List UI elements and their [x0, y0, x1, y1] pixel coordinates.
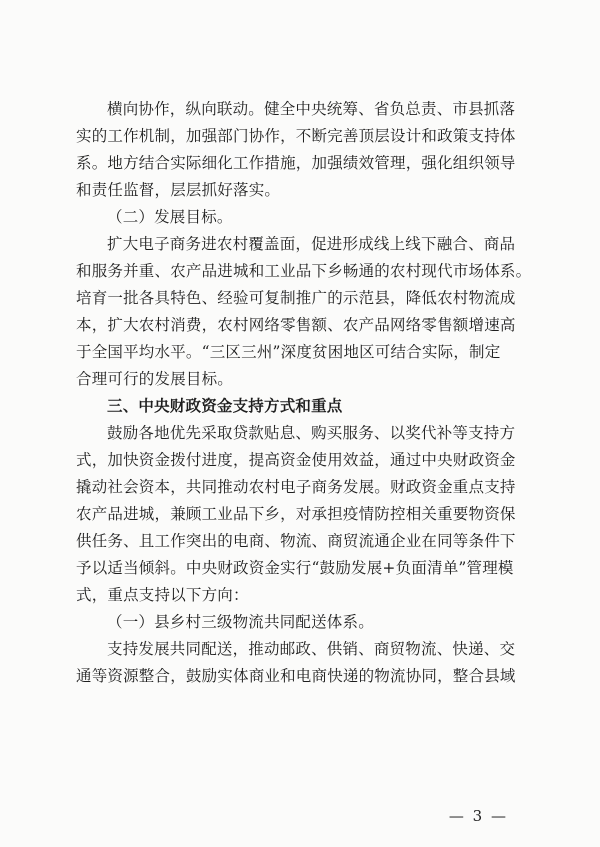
text-line: 系。地方结合实际细化工作措施，加强绩效管理，强化组织领导: [76, 154, 516, 172]
text-line: 予以适当倾斜。中央财政资金实行“鼓励发展+负面清单”管理模: [76, 559, 514, 577]
text-line: 通等资源整合，鼓励实体商业和电商快递的物流协同，整合县域: [76, 667, 516, 685]
text-line: 和服务并重、农产品进城和工业品下乡畅通的农村现代市场体系。: [76, 262, 532, 280]
text-line: 和责任监督，层层抓好落实。: [76, 181, 281, 199]
page-number: — 3 —: [448, 807, 508, 825]
text-line: 农产品进城，兼顾工业品下乡，对承担疫情防控相关重要物资保: [76, 505, 516, 523]
text-line: 式，加快资金拨付进度，提高资金使用效益，通过中央财政资金: [76, 451, 516, 469]
text-line: 本，扩大农村消费，农村网络零售额、农产品网络零售额增速高: [76, 316, 516, 334]
text-line: 合理可行的发展目标。: [76, 370, 234, 388]
section-subheading: （二）发展目标。: [107, 208, 233, 226]
text-line: 支持发展共同配送，推动邮政、供销、商贸物流、快递、交: [107, 640, 516, 658]
document-body: [76, 96, 532, 690]
text-line: 鼓励各地优先采取贷款贴息、购买服务、以奖代补等支持方: [107, 424, 516, 442]
text-line: 式，重点支持以下方向：: [76, 586, 249, 604]
section-subheading: （一）县乡村三级物流共同配送体系。: [107, 613, 374, 631]
text-line: 实的工作机制，加强部门协作，不断完善顶层设计和政策支持体: [76, 127, 516, 145]
text-line: 扩大电子商务进农村覆盖面，促进形成线上线下融合、商品: [107, 235, 516, 253]
section-heading: 三、中央财政资金支持方式和重点: [107, 397, 343, 415]
text-line: 于全国平均水平。“三区三州”深度贫困地区可结合实际，制定: [76, 343, 501, 361]
text-line: 横向协作，纵向联动。健全中央统筹、省负总责、市县抓落: [107, 100, 516, 118]
text-line: 供任务、且工作突出的电商、物流、商贸流通企业在同等条件下: [76, 532, 516, 550]
text-line: 撬动社会资本，共同推动农村电子商务发展。财政资金重点支持: [76, 478, 516, 496]
text-line: 培育一批各具特色、经验可复制推广的示范县，降低农村物流成: [76, 289, 516, 307]
